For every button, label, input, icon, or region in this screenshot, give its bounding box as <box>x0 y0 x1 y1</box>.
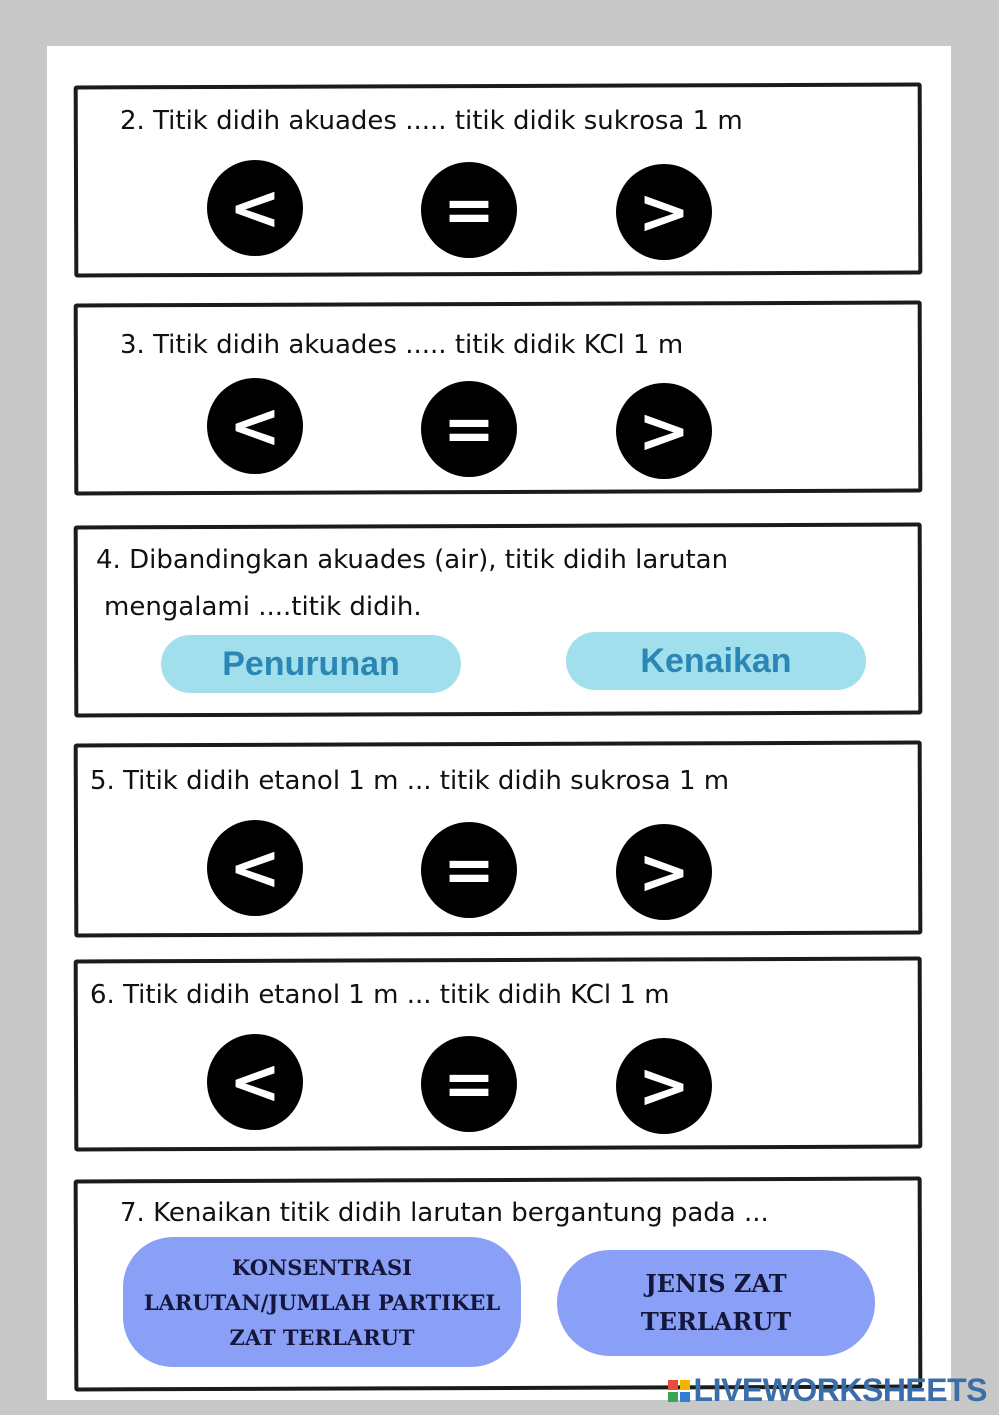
q6-greater-than-button[interactable]: > <box>616 1038 712 1134</box>
q7-option-1-line-2: LARUTAN/JUMLAH PARTIKEL <box>143 1289 501 1315</box>
q2-less-than-button[interactable]: < <box>207 160 303 256</box>
question-3-text: 3. Titik didih akuades ..... titik didik KCl 1 m <box>120 330 684 360</box>
question-2-text: 2. Titik didih akuades ..... titik didik sukrosa 1 m <box>120 106 743 136</box>
q7-option-2-line-1: JENIS ZAT <box>645 1269 787 1298</box>
q7-option-konsentrasi-button[interactable] <box>123 1237 521 1367</box>
question-4-line-1: 4. Dibandingkan akuades (air), titik didih larutan <box>96 545 729 575</box>
q5-equal-button[interactable]: = <box>421 822 517 918</box>
q4-option-kenaikan-button[interactable]: Kenaikan <box>566 632 866 690</box>
q3-greater-than-button[interactable]: > <box>616 383 712 479</box>
q7-option-jenis-zat-button[interactable] <box>557 1250 875 1356</box>
watermark-text: LIVEWORKSHEETS <box>693 1372 987 1408</box>
q7-option-1-line-1: KONSENTRASI <box>232 1254 412 1280</box>
question-6-text: 6. Titik didih etanol 1 m ... titik didih KCl 1 m <box>90 980 670 1010</box>
question-5-text: 5. Titik didih etanol 1 m ... titik didih sukrosa 1 m <box>90 766 730 796</box>
q5-greater-than-button[interactable]: > <box>616 824 712 920</box>
q2-equal-button[interactable]: = <box>421 162 517 258</box>
q6-less-than-button[interactable]: < <box>207 1034 303 1130</box>
question-7-text: 7. Kenaikan titik didih larutan bergantung pada ... <box>120 1198 769 1228</box>
q4-option-penurunan-button[interactable]: Penurunan <box>161 635 461 693</box>
q7-option-2-line-2: TERLARUT <box>640 1307 792 1336</box>
liveworksheets-watermark <box>668 1372 987 1409</box>
liveworksheets-logo-icon <box>668 1380 690 1402</box>
q3-less-than-button[interactable]: < <box>207 378 303 474</box>
q7-option-1-line-3: ZAT TERLARUT <box>229 1324 415 1350</box>
q2-greater-than-button[interactable]: > <box>616 164 712 260</box>
question-4-line-2: mengalami ....titik didih. <box>104 592 422 622</box>
q5-less-than-button[interactable]: < <box>207 820 303 916</box>
q3-equal-button[interactable]: = <box>421 381 517 477</box>
q6-equal-button[interactable]: = <box>421 1036 517 1132</box>
